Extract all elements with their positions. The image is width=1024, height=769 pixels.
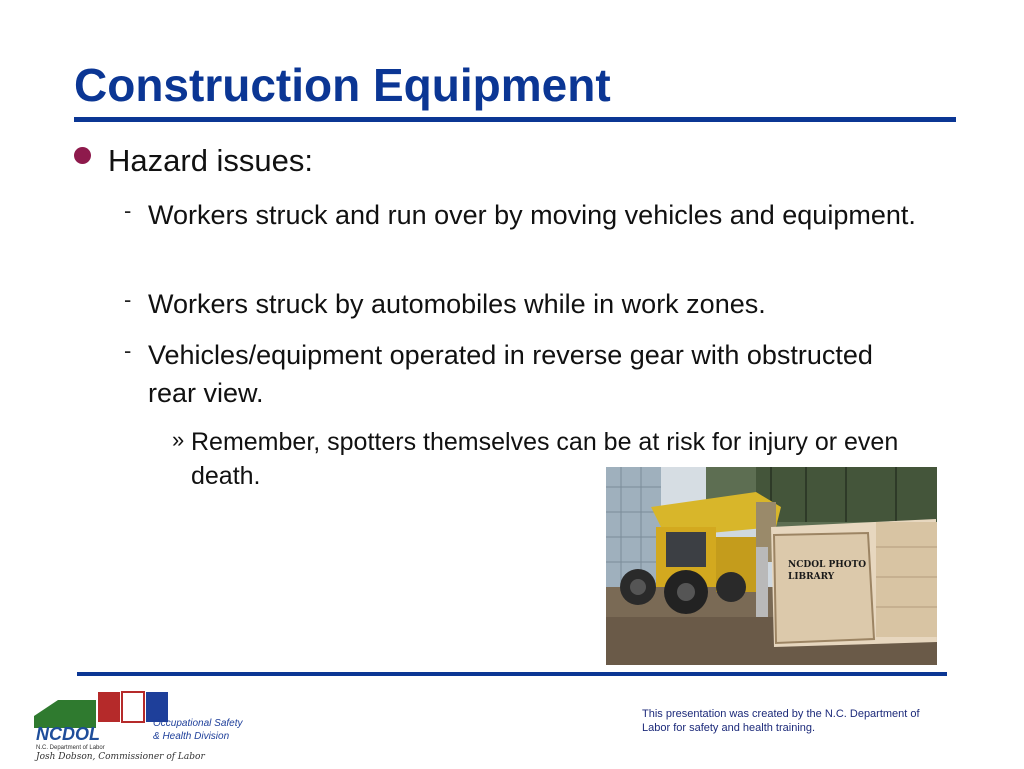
bullet-hazard-issues: Hazard issues: [108,143,314,178]
logo-subtext: N.C. Department of Labor [36,745,105,751]
ncdol-logo-graphic [30,688,270,764]
subpoint-1: Workers struck and run over by moving vehicles and equipment. [148,200,916,230]
photo-sign-line2: LIBRARY [788,572,835,582]
bullet-dot-icon [74,147,91,164]
division-line1: Occupational Safety [153,718,243,729]
footer-divider [77,672,947,676]
dash-marker: - [124,338,132,363]
photo-sign-line1: NCDOL PHOTO [788,560,867,570]
note-text: Remember, spotters themselves can be at risk for injury or even death. [191,428,899,490]
division-line2: & Health Division [153,731,230,742]
subpoint-2: Workers struck by automobiles while in work zones. [148,289,766,319]
equipment-photo [606,467,937,665]
dash-marker: - [124,198,132,223]
slide-title: Construction Equipment [74,59,611,111]
title-underline [74,117,956,122]
chevron-marker: » [172,427,185,452]
commissioner-line: Josh Dobson, Commissioner of Labor [36,752,205,762]
logo-letters: NCDOL [36,724,100,744]
worker-icon [98,692,120,722]
subpoint-3: Vehicles/equipment operated in reverse gear with obstructed rear view. [148,340,873,408]
dash-marker: - [124,287,132,312]
footer-credit: This presentation was created by the N.C. Department of Labor for safety and health training. [642,708,920,734]
ncdol-logo [30,688,270,764]
telehandler-image [606,467,937,665]
family-icon [122,692,144,722]
